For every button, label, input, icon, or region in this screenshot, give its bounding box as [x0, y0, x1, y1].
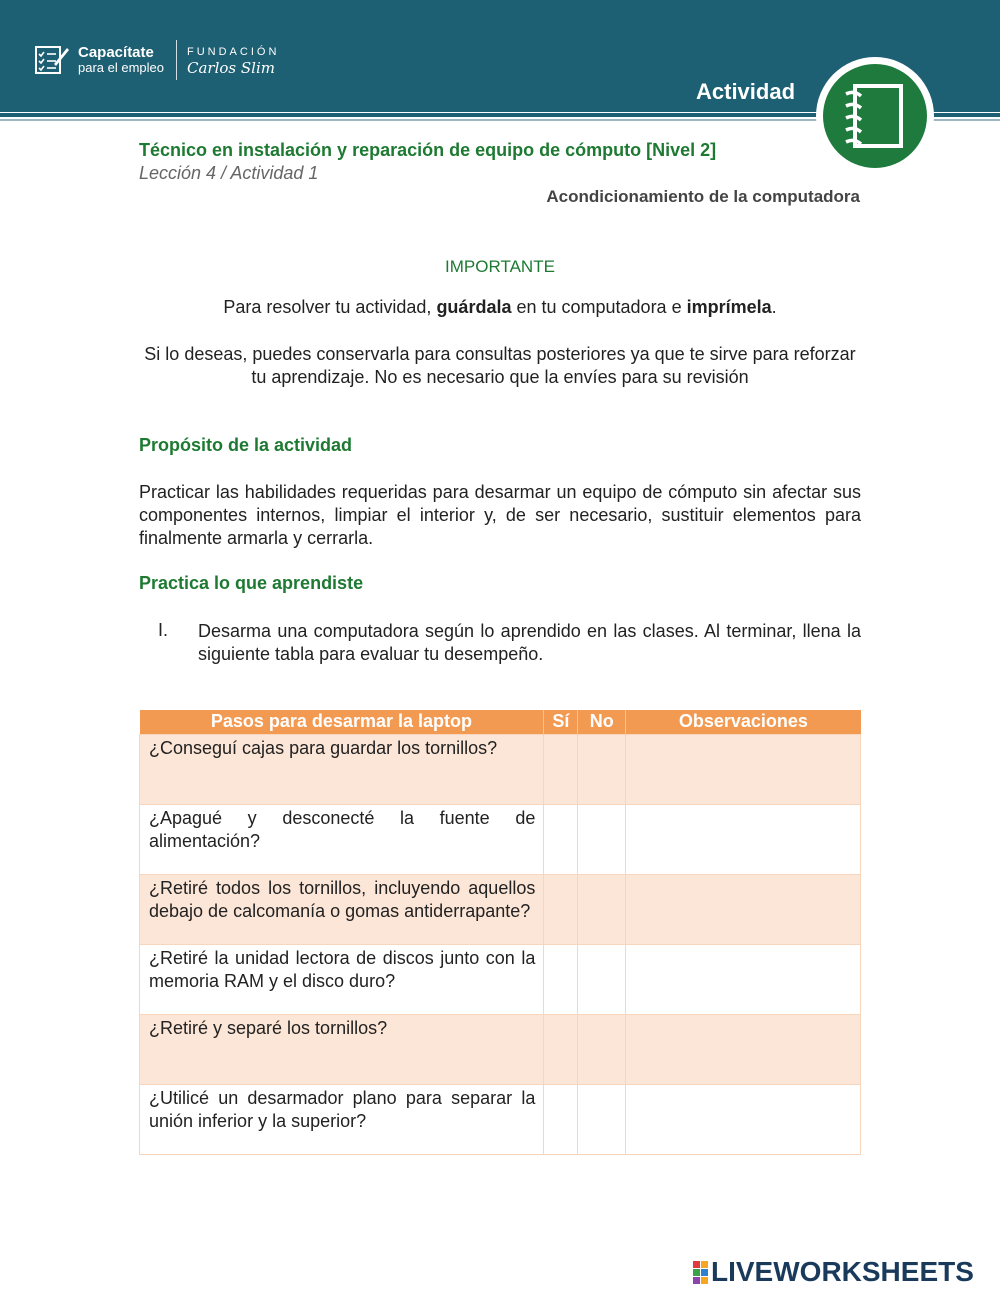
evaluation-table: [139, 710, 861, 1155]
purpose-text: Practicar las habilidades requeridas para desarmar un equipo de cómputo sin afectar sus componentes internos, limpiar el interior y, de ser necesario, sustituir elementos para finalmente armarla y cerrarla.: [139, 482, 861, 548]
no-cell[interactable]: [578, 944, 626, 1014]
observaciones-cell[interactable]: [626, 944, 861, 1014]
instr-text-2: en tu computadora e: [511, 297, 687, 317]
activity-subtitle: Acondicionamiento de la computadora: [546, 187, 860, 206]
section-label: Actividad: [696, 79, 796, 104]
fundacion-label: FUNDACIÓN: [187, 46, 280, 58]
observaciones-cell[interactable]: [626, 734, 861, 804]
instr-bold-print: imprímela: [686, 297, 772, 317]
table-row: [140, 944, 861, 1014]
logo-divider: [176, 40, 177, 80]
fundacion-name: Carlos Slim: [187, 59, 275, 77]
header-steps: Pasos para desarmar la laptop: [140, 710, 544, 734]
important-heading: IMPORTANTE: [445, 257, 555, 276]
observaciones-cell[interactable]: [626, 1084, 861, 1154]
si-cell[interactable]: [544, 1084, 578, 1154]
observaciones-cell[interactable]: [626, 1014, 861, 1084]
table-row: [140, 1084, 861, 1154]
liveworksheets-icon: [693, 1261, 708, 1284]
capacitate-logo: [34, 40, 279, 80]
course-title: Técnico en instalación y reparación de equipo de cómputo [Nivel 2]: [139, 140, 717, 160]
item-text: Desarma una computadora según lo aprendido en las clases. Al terminar, llena la siguiente tabla para evaluar tu desempeño.: [198, 621, 861, 664]
table-header-row: [140, 710, 861, 734]
question-cell: ¿Utilicé un desarmador plano para separar la unión inferior y la superior?: [140, 1084, 544, 1154]
table-row: [140, 804, 861, 874]
no-cell[interactable]: [578, 1084, 626, 1154]
header-no: No: [578, 710, 626, 734]
no-cell[interactable]: [578, 804, 626, 874]
si-cell[interactable]: [544, 944, 578, 1014]
observaciones-cell[interactable]: [626, 874, 861, 944]
question-cell: ¿Apagué y desconecté la fuente de alimentación?: [140, 804, 544, 874]
question-cell: ¿Retiré y separé los tornillos?: [140, 1014, 544, 1084]
no-cell[interactable]: [578, 874, 626, 944]
header-si: Sí: [544, 710, 578, 734]
instr-text-1: Para resolver tu actividad,: [223, 297, 437, 317]
liveworksheets-text: LIVEWORKSHEETS: [711, 1256, 974, 1287]
lesson-label: Lección 4 / Actividad 1: [139, 163, 319, 183]
instr-text-3: .: [771, 297, 777, 317]
table-row: [140, 874, 861, 944]
si-cell[interactable]: [544, 874, 578, 944]
si-cell[interactable]: [544, 734, 578, 804]
header-observaciones: Observaciones: [626, 710, 861, 734]
table-row: [140, 734, 861, 804]
si-cell[interactable]: [544, 804, 578, 874]
question-cell: ¿Retiré la unidad lectora de discos junto con la memoria RAM y el disco duro?: [140, 944, 544, 1014]
logo-main-text: Capacítate: [78, 44, 154, 61]
instruction-keep: Si lo deseas, puedes conservarla para consultas posteriores ya que te sirve para reforzar tu aprendizaje. No es necesario que la envíes para su revisión: [144, 344, 856, 387]
item-number: I.: [158, 620, 169, 640]
observaciones-cell[interactable]: [626, 804, 861, 874]
instr-bold-save: guárdala: [436, 297, 512, 317]
no-cell[interactable]: [578, 1014, 626, 1084]
si-cell[interactable]: [544, 1014, 578, 1084]
purpose-heading: Propósito de la actividad: [139, 435, 353, 455]
practice-heading: Practica lo que aprendiste: [139, 573, 364, 593]
activity-badge: [816, 57, 934, 175]
table-row: [140, 1014, 861, 1084]
question-cell: ¿Retiré todos los tornillos, incluyendo aquellos debajo de calcomanía o gomas antiderrapante?: [140, 874, 544, 944]
question-cell: ¿Conseguí cajas para guardar los tornillos?: [140, 734, 544, 804]
no-cell[interactable]: [578, 734, 626, 804]
checklist-icon: [34, 44, 70, 76]
instruction-save-print: [0, 297, 1000, 318]
liveworksheets-logo[interactable]: [693, 1256, 974, 1288]
logo-sub-text: para el empleo: [78, 60, 164, 75]
notebook-icon: [823, 64, 927, 168]
